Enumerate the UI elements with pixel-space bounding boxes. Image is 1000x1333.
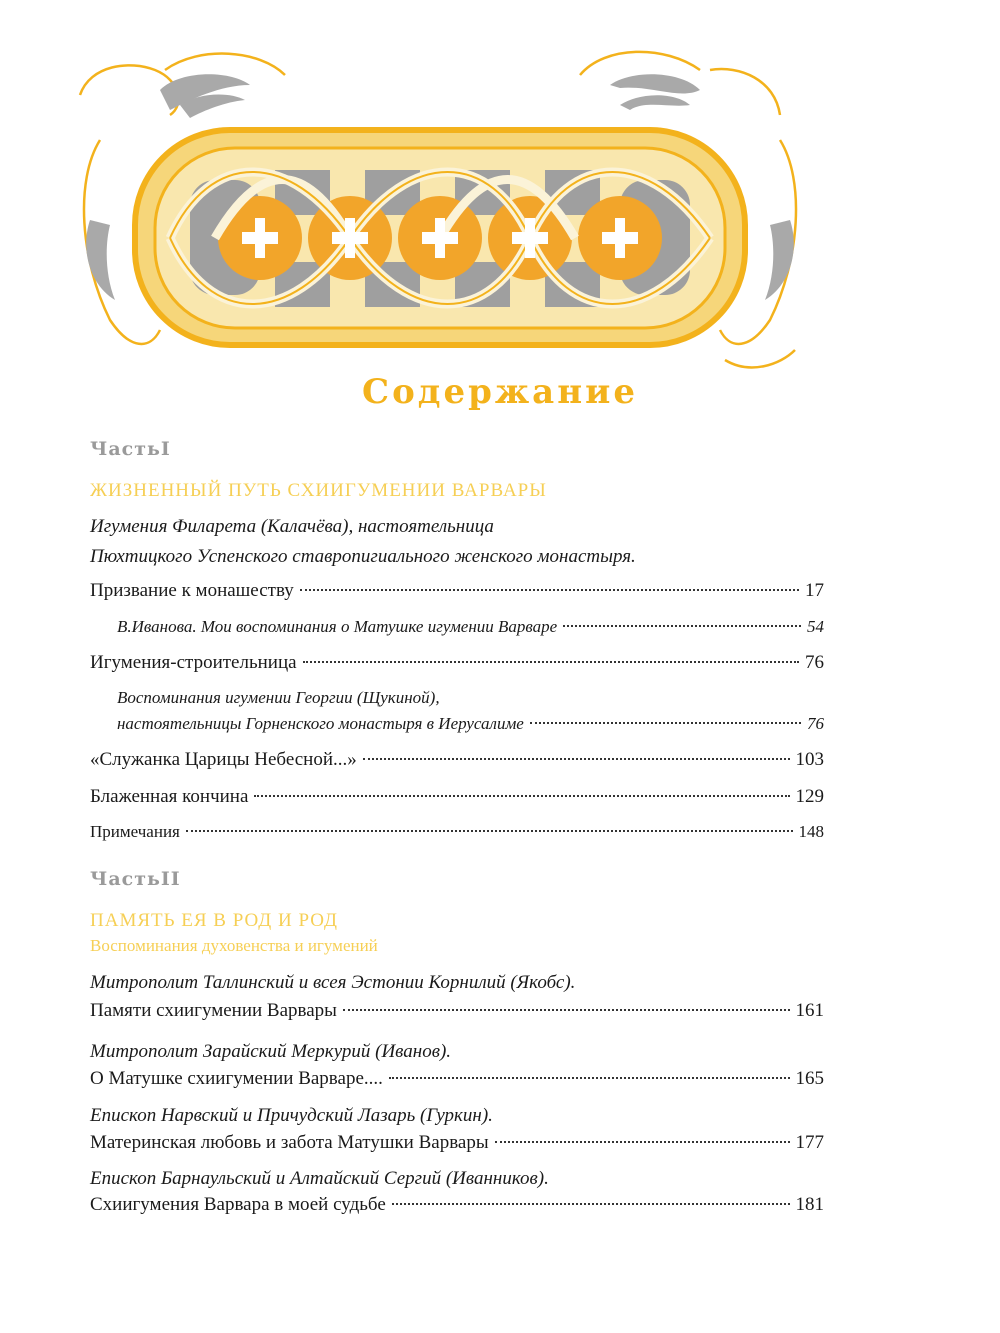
page-title: Содержание (362, 372, 638, 412)
toc-leader (392, 1203, 790, 1205)
toc-entry[interactable] (90, 749, 824, 771)
toc-entry[interactable] (90, 1000, 824, 1022)
toc-leader (303, 661, 799, 663)
toc-entry-page: 165 (795, 1068, 824, 1089)
toc-entry-title-line1: Воспоминания игумении Георгии (Щукиной), (117, 688, 440, 707)
toc-entry-title: О Матушке схиигумении Варваре.... (90, 1068, 383, 1089)
toc-entry-title: Примечания (90, 822, 180, 841)
toc-leader (186, 830, 793, 832)
toc-entry-page: 103 (795, 749, 824, 770)
toc-entry[interactable] (90, 1068, 824, 1090)
toc-leader (389, 1077, 790, 1079)
toc-entry[interactable] (90, 822, 824, 842)
toc-leader (343, 1009, 790, 1011)
part2-title: ПАМЯТЬ ЕЯ В РОД И РОД (90, 910, 339, 931)
toc-entry-title: Памяти схиигумении Варвары (90, 1000, 337, 1021)
toc-leader (563, 625, 801, 627)
toc-entry-title: Материнская любовь и забота Матушки Варвары (90, 1132, 489, 1153)
part1-label: ЧастьI (90, 438, 171, 460)
toc-entry-author: Епископ Барнаульский и Алтайский Сергий (Иванников). (90, 1168, 549, 1189)
toc-entry-page: 129 (795, 786, 824, 807)
part1-title: ЖИЗНЕННЫЙ ПУТЬ СХИИГУМЕНИИ ВАРВАРЫ (90, 480, 547, 501)
toc-entry-author: Митрополит Зарайский Меркурий (Иванов). (90, 1041, 452, 1062)
toc-entry-page: 17 (805, 580, 824, 601)
toc-entry-page: 76 (805, 652, 824, 673)
toc-entry[interactable] (90, 786, 824, 808)
toc-entry-author: Епископ Нарвский и Причудский Лазарь (Гуркин). (90, 1105, 493, 1126)
toc-entry[interactable] (90, 1132, 824, 1154)
part1-author-line1: Игумения Филарета (Калачёва), настоятельница (90, 516, 494, 537)
toc-entry-page: 148 (798, 822, 824, 841)
part2-label: ЧастьII (90, 868, 181, 890)
toc-entry-title: Схиигумения Варвара в моей судьбе (90, 1194, 386, 1215)
toc-entry-page: 54 (807, 617, 824, 636)
toc-entry-title: Игумения-строительница (90, 652, 297, 673)
toc-entry[interactable] (117, 617, 824, 637)
toc-entry-author: Митрополит Таллинский и всея Эстонии Корнилий (Якобс). (90, 972, 576, 993)
toc-entry[interactable] (90, 652, 824, 674)
part1-author-line2: Пюхтицкого Успенского ставропигиального женского монастыря. (90, 546, 636, 567)
toc-leader (495, 1141, 790, 1143)
toc-entry-title: В.Иванова. Мои воспоминания о Матушке игумении Варваре (117, 617, 558, 636)
toc-leader (363, 758, 790, 760)
toc-entry-page: 161 (795, 1000, 824, 1021)
toc-entry-page: 76 (807, 714, 824, 733)
toc-entry[interactable] (90, 580, 824, 602)
toc-leader (530, 722, 801, 724)
toc-entry-page: 181 (795, 1194, 824, 1215)
toc-entry-page: 177 (795, 1132, 824, 1153)
toc-entry-title: настоятельницы Горненского монастыря в Иерусалиме (117, 714, 524, 733)
toc-entry-title: Блаженная кончина (90, 786, 249, 807)
toc-leader (300, 589, 799, 591)
toc-entry[interactable] (117, 714, 824, 734)
part2-subtitle: Воспоминания духовенства и игумений (90, 936, 378, 955)
toc-entry-title: «Служанка Царицы Небесной...» (90, 749, 357, 770)
toc-leader (254, 795, 789, 797)
interlace-ornament (60, 30, 820, 375)
toc-entry[interactable] (90, 1194, 824, 1216)
toc-entry-title: Призвание к монашеству (90, 580, 294, 601)
